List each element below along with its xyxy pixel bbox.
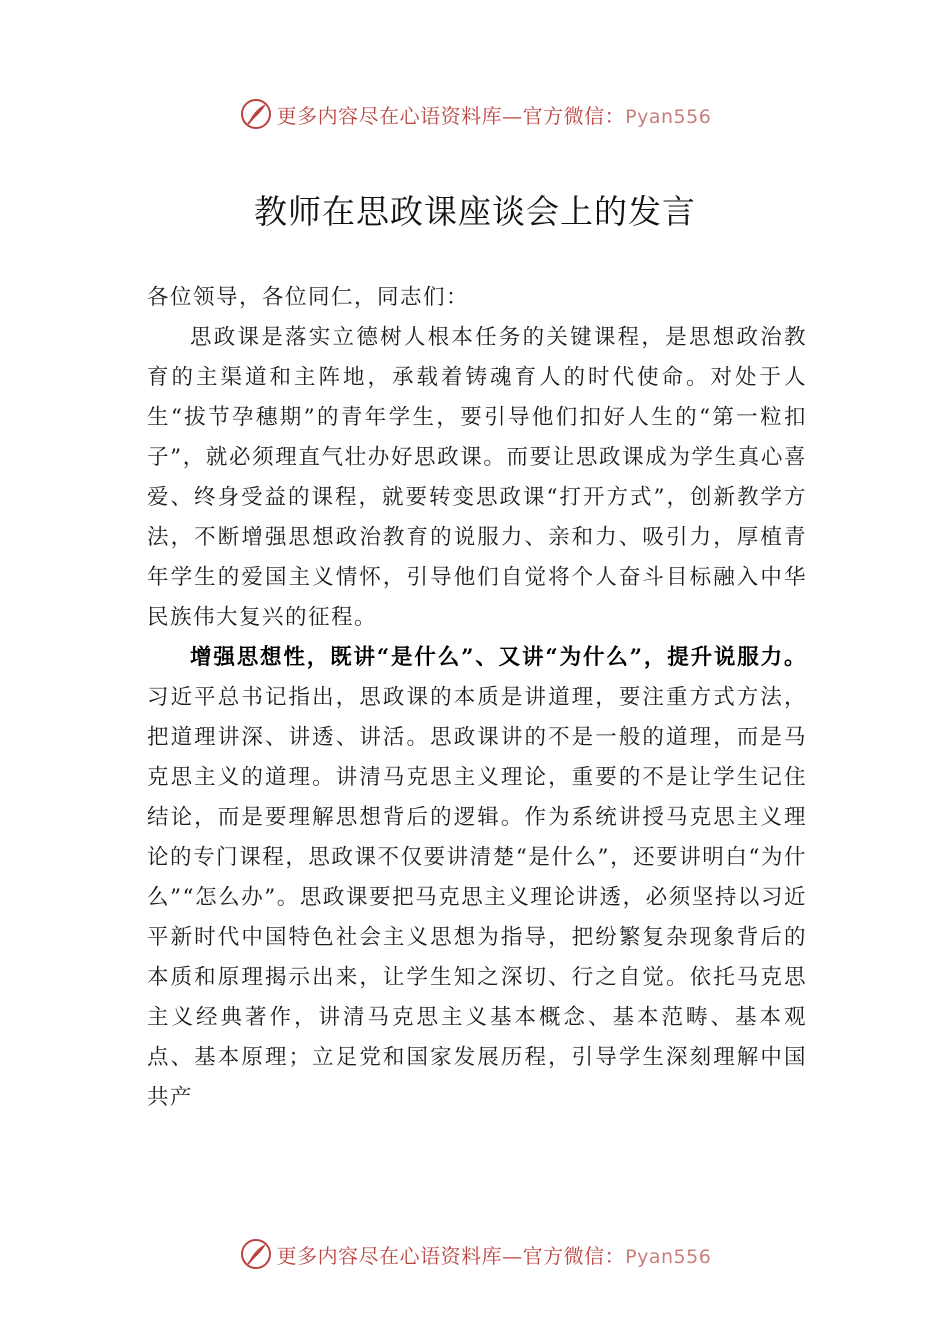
header-watermark bbox=[0, 94, 950, 134]
watermark-text: 更多内容尽在心语资料库—官方微信：Pyan556 bbox=[276, 1243, 712, 1268]
quill-logo-icon bbox=[239, 1237, 273, 1271]
section-heading: 增强思想性，既讲“是什么”、又讲“为什么”，提升说服力。 bbox=[190, 645, 807, 670]
section-text: 习近平总书记指出，思政课的本质是讲道理，要注重方式方法，把道理讲深、讲透、讲活。思政课讲的不是一般的道理，而是马克思主义的道理。讲清马克思主义理论，重要的不是让学生记住结论，而是要理解思想背后的逻辑。作为系统讲授马克思主义理论的专门课程，思政课不仅要讲清楚“是什么”，还要讲明白“为什么”“怎么办”。思政课要把马克思主义理论讲透，必须坚持以习近平新时代中国特色社会主义思想为指导，把纷繁复杂现象背后的本质和原理揭示出来，让学生知之深切、行之自觉。依托马克思主义经典著作，讲清马克思主义基本概念、基本范畴、基本观点、基本原理；立足党和国家发展历程，引导学生深刻理解中国共产 bbox=[147, 685, 807, 1110]
wechat-id: Pyan556 bbox=[625, 105, 712, 128]
paragraph-section-1 bbox=[147, 638, 807, 1118]
document-body bbox=[147, 278, 807, 1118]
page-title: 教师在思政课座谈会上的发言 bbox=[254, 192, 696, 231]
watermark-text: 更多内容尽在心语资料库—官方微信：Pyan556 bbox=[276, 103, 712, 128]
footer-watermark bbox=[0, 1234, 950, 1274]
quill-logo-icon bbox=[239, 97, 273, 131]
paragraph-intro: 思政课是落实立德树人根本任务的关键课程，是思想政治教育的主渠道和主阵地，承载着铸魂育人的时代使命。对处于人生“拔节孕穗期”的青年学生，要引导他们扣好人生的“第一粒扣子”，就必须理直气壮办好思政课。而要让思政课成为学生真心喜爱、终身受益的课程，就要转变思政课“打开方式”，创新教学方法，不断增强思想政治教育的说服力、亲和力、吸引力，厚植青年学生的爱国主义情怀，引导他们自觉将个人奋斗目标融入中华民族伟大复兴的征程。 bbox=[147, 325, 807, 630]
salutation: 各位领导，各位同仁，同志们： bbox=[147, 285, 470, 310]
wechat-id: Pyan556 bbox=[625, 1245, 712, 1268]
